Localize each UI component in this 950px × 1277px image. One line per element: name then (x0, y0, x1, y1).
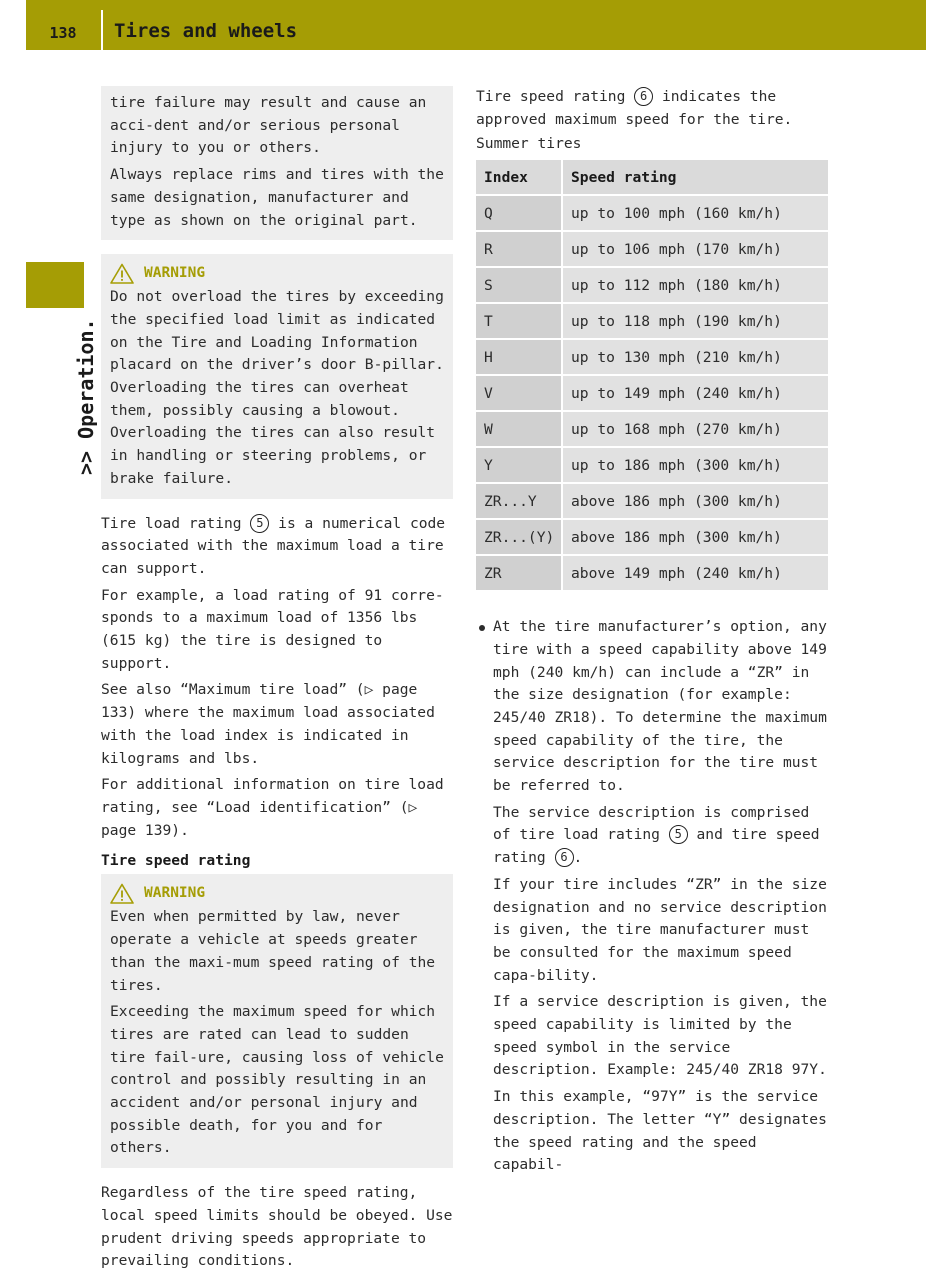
speed-cell: above 186 mph (300 km/h) (563, 520, 828, 554)
load-example-paragraph: For example, a load rating of 91 corre-sponds to a maximum load of 1356 lbs (615 kg) the tire is designed to support. (101, 586, 444, 672)
overload-warning-box (101, 254, 453, 498)
index-cell: V (476, 376, 563, 410)
side-tab-marker (26, 262, 84, 308)
speed-cell: up to 168 mph (270 km/h) (563, 412, 828, 446)
index-cell: W (476, 412, 563, 446)
speed-warning-box (101, 874, 453, 1168)
table-row (476, 232, 828, 266)
example-text: In this example, “97Y” is the service description. The letter “Y” designates the speed rating and the speed capabil- (493, 1088, 827, 1174)
side-section-label: >> Operation. (74, 318, 98, 475)
speed-rating-table (476, 158, 828, 592)
speed-cell: above 149 mph (240 km/h) (563, 556, 828, 590)
zr-designation-text: At the tire manufacturer’s option, any tire with a speed capability above 149 mph (240 km/h) can include a “ZR” in the size designation (for example: 245/40 ZR18). To determine the maximum speed capability of the tire, the service description for the tire must be referred to. (493, 618, 827, 795)
speed-limits-paragraph: Regardless of the tire speed rating, local speed limits should be obeyed. Use prudent driving speeds appropriate to prevailing conditions. (101, 1184, 453, 1270)
box-paragraph: Always replace rims and tires with the same designation, manufacturer and type as shown on the original part. (110, 166, 444, 229)
speed-cell: up to 112 mph (180 km/h) (563, 268, 828, 302)
callout-6-icon: 6 (555, 848, 574, 867)
bullet-item (476, 616, 828, 1177)
header-divider (101, 10, 103, 50)
index-cell: R (476, 232, 563, 266)
load-id-reference: For additional information on tire load rating, see “Load identification” (▷ page 139). (101, 776, 444, 839)
index-cell: ZR...(Y) (476, 520, 563, 554)
warning-heading (110, 882, 445, 904)
section-heading: Tire speed rating (101, 852, 251, 870)
warning-heading (110, 262, 445, 284)
table-row (476, 484, 828, 518)
callout-5-icon: 5 (669, 825, 688, 844)
table-row (476, 556, 828, 590)
warning-text: Do not overload the tires by exceeding the specified load limit as indicated on the Tire and Loading Information placard on the driver’s door B-pillar. Overloading the tires can overheat them, possibly causing a blowout. Overloading the tires can also result in handling or steering problems, or brake failure. (110, 288, 444, 487)
index-cell: ZR...Y (476, 484, 563, 518)
speed-cell: up to 106 mph (170 km/h) (563, 232, 828, 266)
warning-label: WARNING (144, 265, 206, 282)
zr-no-description-text: If your tire includes “ZR” in the size designation and no service description is given, the tire manufacturer must be consulted for the maximum speed capa-bility. (493, 875, 827, 984)
column-header-speed-rating: Speed rating (563, 160, 828, 194)
index-cell: T (476, 304, 563, 338)
speed-cell: up to 186 mph (300 km/h) (563, 448, 828, 482)
table-row (476, 520, 828, 554)
warning-triangle-icon (110, 263, 134, 284)
speed-rating-intro: Tire speed rating 6 indicates the approved maximum speed for the tire. (476, 88, 793, 128)
table-header-row (476, 160, 828, 194)
index-cell: Q (476, 196, 563, 230)
table-caption: Summer tires (476, 135, 582, 153)
speed-cell: up to 149 mph (240 km/h) (563, 376, 828, 410)
load-rating-paragraph: Tire load rating 5 is a numerical code associated with the maximum load a tire can support. (101, 514, 446, 577)
table-row (476, 196, 828, 230)
index-cell: Y (476, 448, 563, 482)
speed-cell: up to 130 mph (210 km/h) (563, 340, 828, 374)
index-cell: ZR (476, 556, 563, 590)
box-paragraph: tire failure may result and cause an acci-dent and/or serious personal injury to you or others. (110, 94, 427, 157)
callout-5-icon: 5 (250, 514, 269, 533)
warning-label: WARNING (144, 885, 206, 902)
table-row (476, 412, 828, 446)
table-row (476, 304, 828, 338)
callout-6-icon: 6 (634, 87, 653, 106)
continued-warning-box (101, 86, 453, 240)
speed-cell: up to 100 mph (160 km/h) (563, 196, 828, 230)
page-number: 138 (49, 24, 77, 42)
speed-symbol-text: If a service description is given, the speed capability is limited by the speed symbol in the service description. Example: 245/40 ZR18 97Y. (493, 993, 827, 1079)
right-column (476, 86, 828, 1181)
max-load-reference: See also “Maximum tire load” (▷ page 133) where the maximum load associated with the load index is indicated in kilograms and lbs. (101, 681, 435, 767)
warning-text: Even when permitted by law, never operate a vehicle at speeds greater than the maxi-mum speed rating of the tires. (110, 908, 436, 994)
left-column (101, 86, 453, 1277)
table-row (476, 340, 828, 374)
speed-cell: above 186 mph (300 km/h) (563, 484, 828, 518)
warning-triangle-icon (110, 883, 134, 904)
page-header (26, 0, 926, 50)
column-header-index: Index (476, 160, 563, 194)
service-description-text: The service description is comprised of tire load rating 5 and tire speed rating 6 . (493, 803, 820, 867)
table-row (476, 268, 828, 302)
index-cell: H (476, 340, 563, 374)
index-cell: S (476, 268, 563, 302)
bullet-dot-icon (479, 625, 485, 631)
table-row (476, 376, 828, 410)
speed-cell: up to 118 mph (190 km/h) (563, 304, 828, 338)
chapter-title: Tires and wheels (114, 20, 298, 42)
warning-text: Exceeding the maximum speed for which tires are rated can lead to sudden tire fail-ure, causing loss of vehicle control and possibly resulting in an accident and/or personal injury and possible death, for you and for others. (110, 1003, 444, 1157)
table-row (476, 448, 828, 482)
